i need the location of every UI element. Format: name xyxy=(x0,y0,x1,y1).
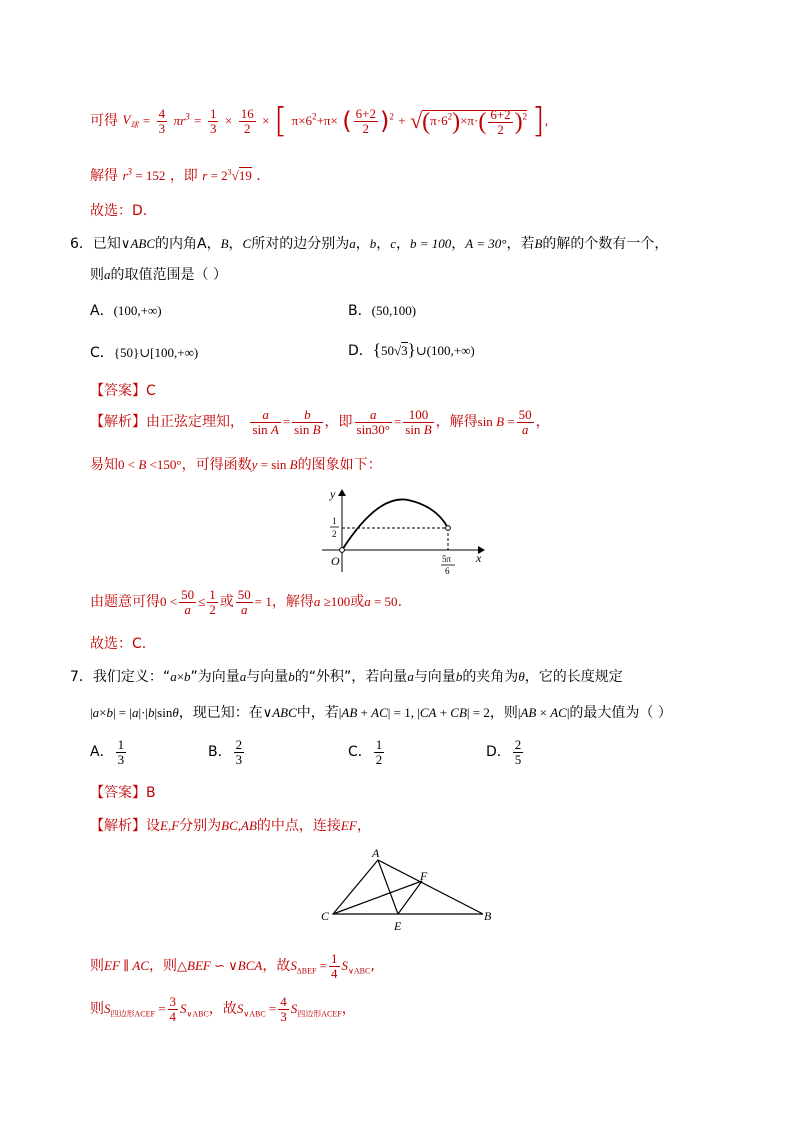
option-den: 2 xyxy=(375,751,383,767)
triangle-abc: ABC xyxy=(130,236,155,251)
q6-number: 6． xyxy=(70,236,93,252)
quad-subscript-2: 四边形ACEF xyxy=(297,1009,342,1019)
q7-option-d[interactable] xyxy=(486,738,525,766)
option-den: 3 xyxy=(235,751,243,767)
analysis-text: ，解得 xyxy=(271,594,314,611)
q7-analysis-line3: 则$S_{四边形ACEF}$ = $\frac{3}{4}$ $S_{\vee ABC}$，故$S_{\vee ABC}$ = $\frac{4}{3}$ $S_{四边形ACEF}$， xyxy=(90,994,356,1024)
analysis-text: ，解得 xyxy=(435,414,478,431)
option-value: {50}∪[100,+∞) xyxy=(113,345,199,360)
analysis-text: 由正弦定理知， xyxy=(146,414,244,431)
option-label: D． xyxy=(486,744,511,761)
label-f: F xyxy=(420,869,428,883)
q7-analysis-line1: 【解析】设E,F分别为BC,AB的中点，连接EF， xyxy=(90,818,371,834)
q6-text: 所对的边分别为 xyxy=(251,236,350,252)
option-label: B． xyxy=(208,744,232,761)
q6-analysis-line2: 易知0 < B <150°，可得函数y = sin B的图象如下： xyxy=(90,457,382,473)
analysis-text: ，则 xyxy=(149,958,178,975)
q6-answer xyxy=(90,380,156,400)
q6-text: 的内角A， xyxy=(155,236,221,252)
q7-text: ，则 xyxy=(489,705,518,721)
text-period: . xyxy=(256,168,261,184)
q6-analysis-line1: 【解析】由正弦定理知， $\frac{a}{\text{sin A}}$ = $\frac{b}{\text{sin B}}$ ，即 $\frac{a}{\sin 30^\circ}$ = $\frac{100}{\text{sin B}}$ ，解得sin B = $\frac{50}{a}$ ， xyxy=(90,407,550,437)
half-den: 2 xyxy=(332,529,337,539)
angle-a-value: A = 30° xyxy=(465,236,507,251)
v-subscript: 球 xyxy=(130,120,139,130)
half-num: 1 xyxy=(332,516,337,526)
fivepi-den: 6 xyxy=(445,566,450,576)
q7-text: 的最大值为（ ） xyxy=(569,705,672,721)
q7-number: 7． xyxy=(70,669,93,685)
option-label: A． xyxy=(90,744,114,761)
analysis-text: 易知 xyxy=(90,457,118,473)
quad-subscript: 四边形ACEF xyxy=(110,1009,155,1019)
analysis-text: ，即 xyxy=(324,414,353,431)
text-ji: ，即 xyxy=(169,168,198,184)
open-dot-end xyxy=(446,526,451,531)
option-value: (50,100) xyxy=(371,303,417,318)
analysis-text: 分别为 xyxy=(179,818,222,834)
option-num: 1 xyxy=(117,737,125,752)
fivepi-num: 5π xyxy=(442,554,452,564)
q7-option-c[interactable] xyxy=(348,738,386,766)
option-label: C． xyxy=(90,345,114,361)
q6-text: 的解的个数有一个， xyxy=(542,236,669,252)
text-jiede: 解得 xyxy=(90,168,118,184)
option-num: 1 xyxy=(375,737,383,752)
q6-option-b[interactable] xyxy=(348,300,416,320)
q6-text: ， xyxy=(228,236,243,252)
analysis-text: 由题意可得 xyxy=(90,594,160,611)
q7-text: 与向量 xyxy=(246,669,289,685)
option-den: 5 xyxy=(514,751,522,767)
analysis-text: 的图象如下： xyxy=(297,457,382,473)
label-e: E xyxy=(394,919,402,933)
q7-option-b[interactable] xyxy=(208,738,246,766)
q7-text: ”为向量 xyxy=(190,669,240,685)
option-den: 3 xyxy=(117,751,125,767)
analysis-text: . xyxy=(397,594,403,611)
analysis-tag: 【解析】 xyxy=(90,414,146,431)
q7-option-a[interactable] xyxy=(90,738,128,766)
sin30: sin30° xyxy=(356,421,390,437)
q6-analysis-line3: 由题意可得0 < $\frac{50}{a}$ ≤ $\frac{1}{2}$ 或 $\frac{50}{a}$ = 1，解得a ≥100或a = 50. xyxy=(90,587,403,617)
frac-16-2: $\frac{16}{2}$ xyxy=(240,105,254,136)
sine-graph xyxy=(318,484,490,576)
q6-stem-line2: 则a的取值范围是（ ） xyxy=(90,267,227,283)
q7-text: 我们定义：“ xyxy=(92,669,171,685)
q6-option-c[interactable] xyxy=(90,342,198,362)
analysis-text: 则 xyxy=(90,958,104,975)
volume-equation-line: 可得 $V_球$ = $\frac{4}{3}$ $\pi r^3$ = $\frac{1}{3}$ × $\frac{16}{2}$ × [ $\pi\times 6^2+\pi\times$ ( $\frac{6+2}{2}$ )$^2 + √(\pi\cdot 6^2)\times\pi\cdot$( $\frac{6+2}{2}$ )$^2$ ], xyxy=(90,101,549,141)
analysis-text: ，可得函数 xyxy=(181,457,252,473)
q7-text: 与向量 xyxy=(413,669,456,685)
q7-stem-line1: 7．我们定义：“a×b”为向量a与向量b的“外积”，若向量a与向量b的夹角为θ，它的长度规定 xyxy=(70,669,623,685)
option-label: A． xyxy=(90,303,114,319)
q6-text: 的取值范围是（ ） xyxy=(110,267,227,283)
analysis-text: ， xyxy=(341,1001,356,1018)
q6-text: 则 xyxy=(90,267,104,283)
answer-tag: 【答案】 xyxy=(90,785,146,801)
answer-tag: 【答案】 xyxy=(90,383,146,399)
q7-text: 的夹角为 xyxy=(462,669,519,685)
frac-4-3: $\frac{4}{3}$ xyxy=(158,105,166,136)
option-value: ∪(100,+∞) xyxy=(415,343,475,358)
origin-label: O xyxy=(331,554,340,568)
option-num: 2 xyxy=(235,737,243,752)
analysis-text: 设 xyxy=(146,818,160,834)
option-num: 2 xyxy=(514,737,522,752)
label-b: B xyxy=(484,909,492,923)
analysis-text: 则 xyxy=(90,1001,104,1018)
q6-conclusion: 故选：C. xyxy=(90,636,147,652)
answer-value: B xyxy=(146,785,156,801)
option-label: D． xyxy=(348,343,373,359)
analysis-text: ， xyxy=(535,414,550,431)
top-conclusion: 故选：D. xyxy=(90,203,148,219)
analysis-text: ， xyxy=(356,818,371,834)
q6-option-a[interactable] xyxy=(90,300,162,320)
x-label: x xyxy=(476,551,482,565)
sine-curve xyxy=(342,499,448,550)
option-value: (100,+∞) xyxy=(113,303,162,318)
label-c: C xyxy=(321,909,330,923)
triangle-abc: ABC xyxy=(272,705,297,720)
solve-r-line: 解得 $r^3 = 152$ ，即 $r = 2^3√19$ . xyxy=(90,166,261,184)
answer-value: C xyxy=(146,383,156,399)
q6-text: ，若 xyxy=(506,236,535,252)
option-label: B． xyxy=(348,303,372,319)
q7-text: 中，若 xyxy=(296,705,339,721)
analysis-text: 或 xyxy=(219,594,234,611)
text-kede: 可得 xyxy=(90,113,118,129)
q7-answer xyxy=(90,782,156,802)
analysis-tag: 【解析】 xyxy=(90,818,146,834)
q6-option-d[interactable]: D．{50√3}∪(100,+∞) xyxy=(348,340,475,359)
analysis-text: 或 xyxy=(350,594,365,611)
q7-analysis-line2: 则EF ∥ AC，则△BEF ∽ ∨BCA，故$S_{\Delta BEF}$ = $\frac{1}{4}$ $S_{\vee ABC}$, xyxy=(90,951,375,981)
q7-text: ，它的长度规定 xyxy=(524,669,623,685)
frac-1-3: $\frac{1}{3}$ xyxy=(209,105,217,136)
analysis-text: , xyxy=(370,958,375,975)
q7-stem-line2: |a×b| = |a|·|b|sinθ，现已知：在∨ABC中，若|AB + AC| = 1, |CA + CB| = 2，则|AB × AC|的最大值为（ ） xyxy=(90,705,672,721)
q7-text: 的“外积”，若向量 xyxy=(294,669,408,685)
analysis-text: 的中点，连接 xyxy=(256,818,341,834)
analysis-text: ，故 xyxy=(262,958,291,975)
q6-text: 已知 xyxy=(92,236,121,252)
option-label: C． xyxy=(348,744,372,761)
analysis-text: ，故 xyxy=(208,1001,237,1018)
open-dot-origin xyxy=(340,548,345,553)
label-a: A xyxy=(372,846,380,860)
y-label: y xyxy=(330,487,336,501)
triangle-diagram xyxy=(318,844,498,934)
b-value: b = 100 xyxy=(409,236,452,251)
q7-text: ，现已知：在 xyxy=(178,705,263,721)
q6-stem-line1: 6．已知∨ABC的内角A，B，C所对的边分别为a，b，c，b = 100，A = 30°，若B的解的个数有一个， xyxy=(70,236,669,252)
